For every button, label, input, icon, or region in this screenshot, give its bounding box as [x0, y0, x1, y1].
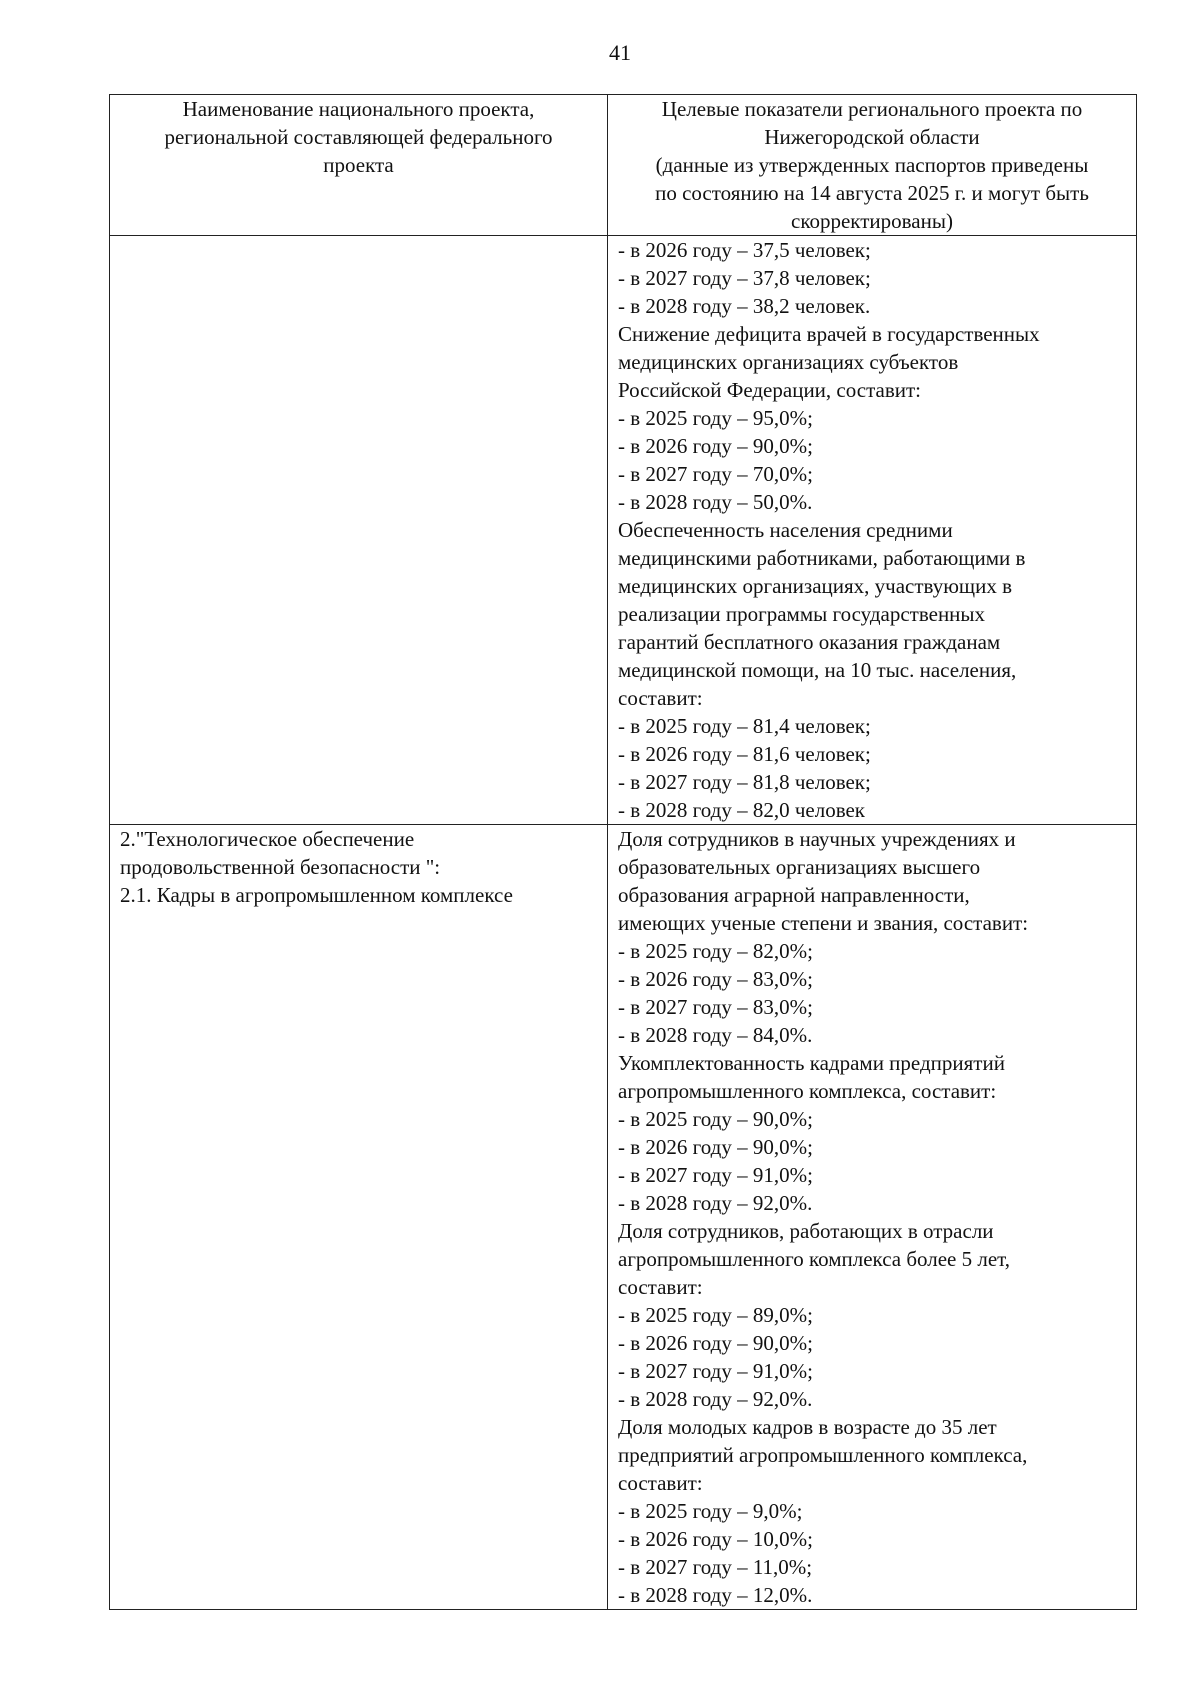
indicator-line: - в 2025 году – 82,0%;: [618, 939, 813, 963]
header-line: проекта: [323, 153, 394, 177]
indicator-line: Доля молодых кадров в возрасте до 35 лет: [618, 1415, 997, 1439]
header-target-indicators: [608, 95, 1137, 236]
indicator-line: - в 2025 году – 81,4 человек;: [618, 714, 871, 738]
indicator-line: - в 2026 году – 90,0%;: [618, 1331, 813, 1355]
indicator-line: - в 2028 году – 12,0%.: [618, 1583, 813, 1607]
indicator-line: составит:: [618, 686, 703, 710]
indicator-line: - в 2025 году – 9,0%;: [618, 1499, 803, 1523]
indicator-cell: [608, 236, 1137, 825]
indicator-line: Доля сотрудников, работающих в отрасли: [618, 1219, 994, 1243]
indicator-line: - в 2028 году – 82,0 человек: [618, 798, 866, 822]
header-line: скорректированы): [791, 209, 953, 233]
indicator-line: агропромышленного комплекса более 5 лет,: [618, 1247, 1011, 1271]
indicator-line: медицинской помощи, на 10 тыс. населения,: [618, 658, 1017, 682]
indicator-line: предприятий агропромышленного комплекса,: [618, 1443, 1028, 1467]
indicator-line: Укомплектованность кадрами предприятий: [618, 1051, 1005, 1075]
indicator-line: гарантий бесплатного оказания гражданам: [618, 630, 1001, 654]
header-line: Наименование национального проекта,: [182, 97, 535, 121]
indicator-line: медицинскими работниками, работающими в: [618, 546, 1026, 570]
table-row: [110, 825, 1137, 1610]
indicator-line: - в 2028 году – 84,0%.: [618, 1023, 813, 1047]
indicator-line: - в 2026 году – 37,5 человек;: [618, 238, 871, 262]
indicator-line: - в 2027 году – 91,0%;: [618, 1163, 813, 1187]
project-line: 2.1. Кадры в агропромышленном комплексе: [120, 883, 513, 907]
indicator-line: - в 2026 году – 90,0%;: [618, 1135, 813, 1159]
indicator-line: медицинских организациях, участвующих в: [618, 574, 1012, 598]
indicator-line: реализации программы государственных: [618, 602, 986, 626]
indicator-line: составит:: [618, 1471, 703, 1495]
indicator-line: - в 2027 году – 37,8 человек;: [618, 266, 871, 290]
indicator-line: - в 2027 году – 11,0%;: [618, 1555, 813, 1579]
header-line: Нижегородской области: [764, 125, 980, 149]
project-cell: [110, 236, 608, 825]
indicator-line: образования аграрной направленности,: [618, 883, 970, 907]
indicators-table: [109, 94, 1137, 1610]
header-line: (данные из утвержденных паспортов приведены: [655, 153, 1089, 177]
indicator-cell: [608, 825, 1137, 1610]
table-row: [110, 236, 1137, 825]
indicator-line: - в 2027 году – 91,0%;: [618, 1359, 813, 1383]
project-line: продовольственной безопасности ":: [120, 855, 441, 879]
indicator-line: агропромышленного комплекса, составит:: [618, 1079, 997, 1103]
indicator-line: - в 2026 году – 10,0%;: [618, 1527, 813, 1551]
indicator-line: - в 2026 году – 81,6 человек;: [618, 742, 871, 766]
indicator-line: - в 2027 году – 83,0%;: [618, 995, 813, 1019]
page-number: 41: [609, 40, 631, 65]
header-line: региональной составляющей федерального: [164, 125, 553, 149]
indicator-line: - в 2028 году – 38,2 человек.: [618, 294, 871, 318]
table-header-row: [110, 95, 1137, 236]
header-line: Целевые показатели регионального проекта по: [661, 97, 1083, 121]
indicator-line: - в 2025 году – 95,0%;: [618, 406, 813, 430]
indicator-line: - в 2028 году – 92,0%.: [618, 1191, 813, 1215]
project-cell: [110, 825, 608, 1610]
indicator-line: - в 2027 году – 81,8 человек;: [618, 770, 871, 794]
indicator-line: Российской Федерации, составит:: [618, 378, 922, 402]
indicator-line: составит:: [618, 1275, 703, 1299]
indicator-line: Обеспеченность населения средними: [618, 518, 953, 542]
indicator-line: Доля сотрудников в научных учреждениях и: [618, 827, 1016, 851]
indicator-line: - в 2026 году – 83,0%;: [618, 967, 813, 991]
header-project-name: [110, 95, 608, 236]
indicator-line: медицинских организациях субъектов: [618, 350, 959, 374]
indicator-line: - в 2025 году – 89,0%;: [618, 1303, 813, 1327]
indicator-line: - в 2026 году – 90,0%;: [618, 434, 813, 458]
indicator-line: - в 2027 году – 70,0%;: [618, 462, 813, 486]
project-line: 2."Технологическое обеспечение: [120, 827, 415, 851]
indicator-line: - в 2028 году – 50,0%.: [618, 490, 813, 514]
header-line: по состоянию на 14 августа 2025 г. и могут быть: [655, 181, 1089, 205]
indicator-line: образовательных организациях высшего: [618, 855, 981, 879]
indicator-line: Снижение дефицита врачей в государственных: [618, 322, 1040, 346]
indicator-line: - в 2025 году – 90,0%;: [618, 1107, 813, 1131]
indicator-line: имеющих ученые степени и звания, составит:: [618, 911, 1029, 935]
indicator-line: - в 2028 году – 92,0%.: [618, 1387, 813, 1411]
